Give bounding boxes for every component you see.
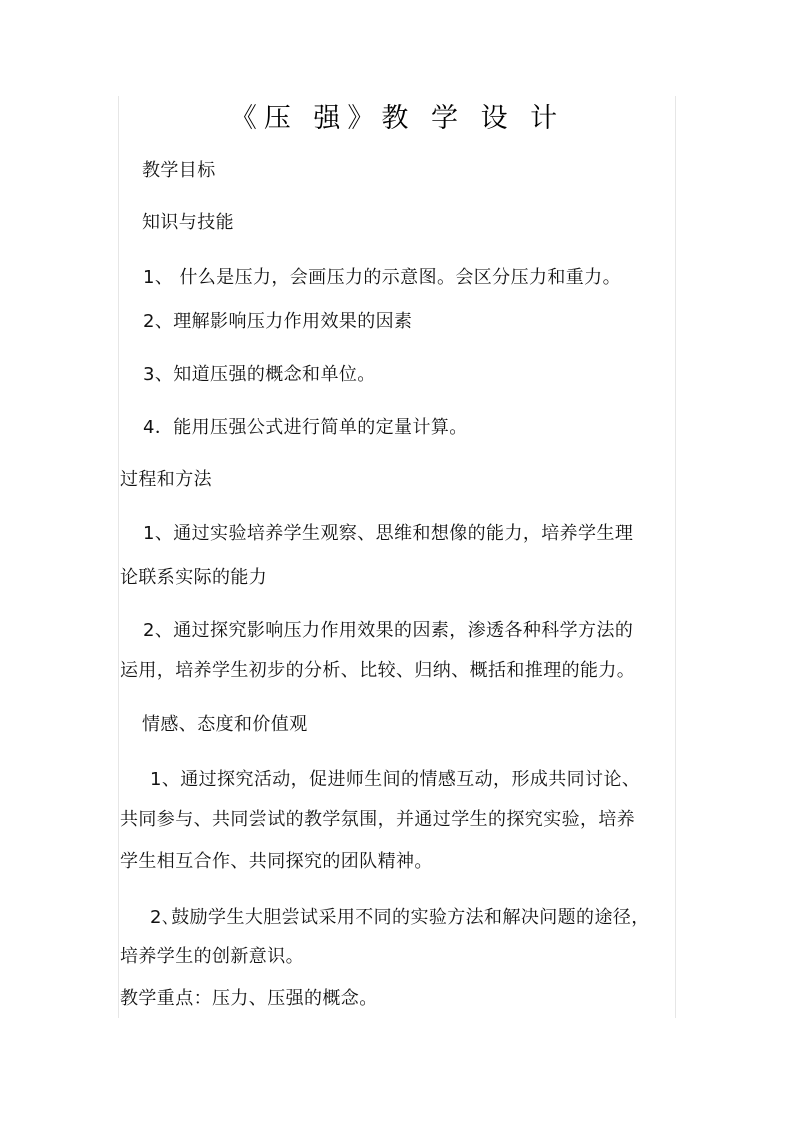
- heading-process-methods: 过程和方法: [120, 469, 212, 490]
- heading-emotion-attitude-values: 情感、态度和价值观: [142, 714, 308, 735]
- process-item-2-line-1: 2、通过探究影响压力作用效果的因素，渗透各种科学方法的: [143, 620, 634, 641]
- knowledge-item-1: 1、 什么是压力，会画压力的示意图。会区分压力和重力。: [143, 267, 621, 288]
- page-frame-left-line: [118, 96, 119, 1018]
- process-item-1-line-2: 论联系实际的能力: [120, 567, 268, 588]
- teaching-key-points: 教学重点：压力、压强的概念。: [120, 988, 378, 1009]
- knowledge-item-3: 3、知道压强的概念和单位。: [143, 364, 376, 385]
- knowledge-item-2: 2、理解影响压力作用效果的因素: [143, 311, 413, 332]
- document-title: 《压 强》教 学 设 计: [229, 103, 565, 134]
- emotion-item-2-line-2: 培养学生的创新意识。: [120, 946, 304, 967]
- emotion-item-1-line-1: 1、通过探究活动，促进师生间的情感互动，形成共同讨论、: [150, 769, 641, 790]
- emotion-item-1-line-2: 共同参与、共同尝试的教学氛围，并通过学生的探究实验，培养: [120, 809, 636, 830]
- process-item-2-line-2: 运用，培养学生初步的分析、比较、归纳、概括和推理的能力。: [120, 660, 636, 681]
- emotion-item-1-line-3: 学生相互合作、共同探究的团队精神。: [120, 851, 433, 872]
- emotion-item-2-line-1: 2､鼓励学生大胆尝试采用不同的实验方法和解决问题的途径，: [150, 907, 650, 928]
- knowledge-item-4: 4．能用压强公式进行简单的定量计算。: [143, 417, 468, 438]
- process-item-1-line-1: 1、通过实验培养学生观察、思维和想像的能力，培养学生理: [143, 523, 634, 544]
- page-frame-right-line: [675, 96, 676, 1018]
- heading-teaching-objectives: 教学目标: [142, 160, 216, 181]
- heading-knowledge-skills: 知识与技能: [142, 212, 234, 233]
